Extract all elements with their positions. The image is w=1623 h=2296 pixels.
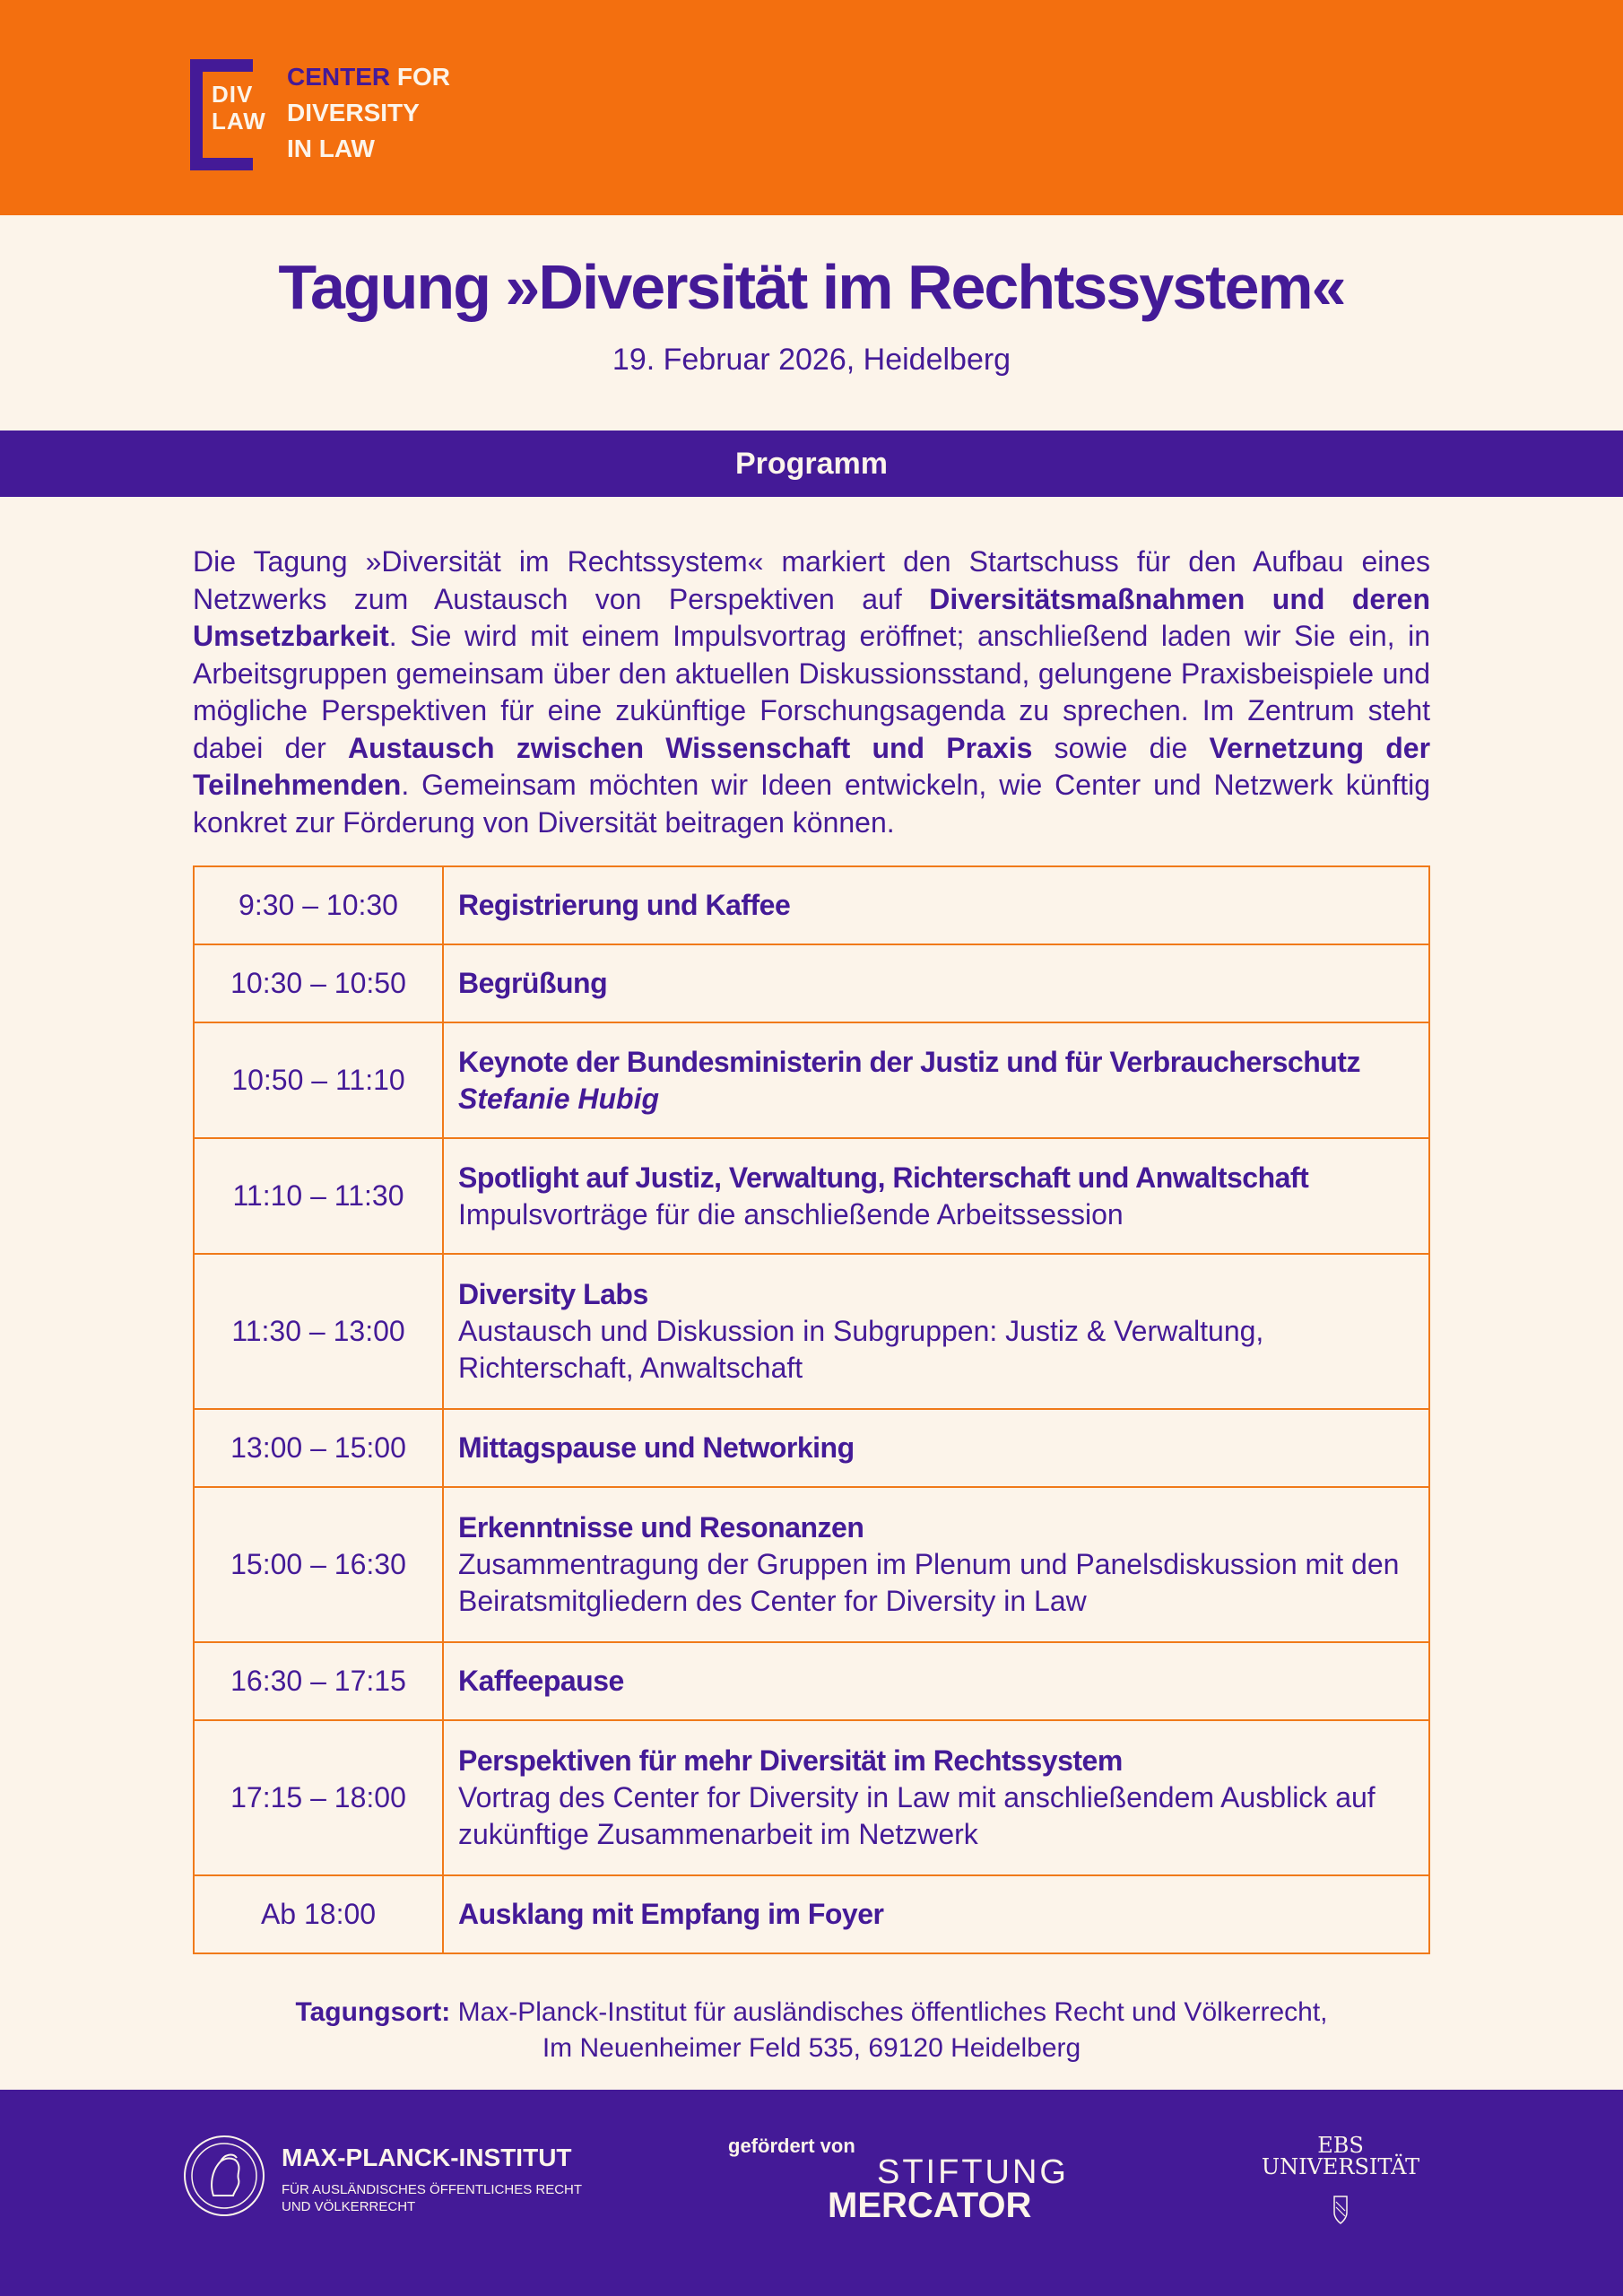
schedule-time: 11:30 – 13:00 <box>194 1254 443 1409</box>
schedule-time: 11:10 – 11:30 <box>194 1138 443 1254</box>
schedule-detail: Vortrag des Center for Diversity in Law mit anschließendem Ausblick auf zukünftige Zusammenarbeit im Netzwerk <box>458 1781 1376 1850</box>
schedule-row <box>194 1487 1429 1642</box>
schedule-row <box>194 1254 1429 1409</box>
schedule-title: Perspektiven für mehr Diversität im Rechtssystem <box>458 1744 1123 1777</box>
schedule-title: Registrierung und Kaffee <box>458 889 791 921</box>
venue-info <box>0 1995 1623 2066</box>
intro-bold-2: Austausch zwischen Wissenschaft und Praxis <box>347 731 1033 764</box>
intro-paragraph <box>193 544 1430 841</box>
schedule-desc <box>443 1138 1429 1254</box>
logo-mark-line2: LAW <box>212 108 266 135</box>
ebs-line1: EBS <box>1317 2133 1364 2158</box>
venue-label: Tagungsort: <box>295 1997 451 2027</box>
schedule-row <box>194 1138 1429 1254</box>
schedule-title: Spotlight auf Justiz, Verwaltung, Richterschaft und Anwaltschaft <box>458 1161 1309 1194</box>
schedule-time: 10:30 – 10:50 <box>194 944 443 1022</box>
footer-banner <box>0 2090 1623 2296</box>
section-header-programm: Programm <box>0 430 1623 497</box>
intro-bold-3: Vernetzung der Teilnehmenden <box>193 731 1431 801</box>
schedule-title: Begrüßung <box>458 967 608 999</box>
schedule-desc <box>443 1409 1429 1487</box>
schedule-desc <box>443 1875 1429 1953</box>
ebs-logo <box>1246 2135 1435 2178</box>
schedule-detail: Zusammentragung der Gruppen im Plenum und Panelsdiskussion mit den Beiratsmitgliedern des Center for Diversity in Law <box>458 1548 1400 1617</box>
schedule-title: Erkenntnisse und Resonanzen <box>458 1511 864 1544</box>
logo-text <box>287 59 450 167</box>
logo-mark-line1: DIV <box>212 81 254 108</box>
intro-text-3: sowie die <box>1032 731 1210 764</box>
funded-by-label: gefördert von <box>728 2135 855 2157</box>
schedule-title: Kaffeepause <box>458 1665 624 1697</box>
schedule-row <box>194 1875 1429 1953</box>
intro-text-1: Die Tagung »Diversität im Rechtssystem« markiert den Startschuss für den Aufbau eines Netzwerks zum Austausch von Perspektiven auf <box>193 545 1430 615</box>
schedule-time: 17:15 – 18:00 <box>194 1720 443 1875</box>
schedule-time: 16:30 – 17:15 <box>194 1642 443 1720</box>
center-logo <box>190 59 486 160</box>
schedule-time: 9:30 – 10:30 <box>194 866 443 944</box>
mpi-subtitle-line2: UND VÖLKERRECHT <box>282 2199 416 2214</box>
schedule-title: Diversity Labs <box>458 1278 648 1310</box>
schedule-detail: Austausch und Diskussion in Subgruppen: Justiz & Verwaltung, Richterschaft, Anwaltschaft <box>458 1315 1264 1384</box>
schedule-detail: Impulsvorträge für die anschließende Arbeitssession <box>458 1197 1124 1231</box>
schedule-row <box>194 866 1429 944</box>
schedule-time: 10:50 – 11:10 <box>194 1022 443 1138</box>
mercator-text: MERCATOR <box>828 2186 1032 2225</box>
schedule-title: Keynote der Bundesministerin der Justiz und für Verbraucherschutz <box>458 1045 1360 1078</box>
stiftung-text: STIFTUNG <box>877 2153 1069 2191</box>
logo-text-center: CENTER <box>287 63 391 91</box>
schedule-row <box>194 1642 1429 1720</box>
schedule-title: Ausklang mit Empfang im Foyer <box>458 1898 884 1930</box>
event-date: 19. Februar 2026, Heidelberg <box>612 343 1011 377</box>
schedule-row <box>194 1720 1429 1875</box>
venue-line1: Max-Planck-Institut für ausländisches öffentliches Recht und Völkerrecht, <box>457 1997 1328 2027</box>
intro-bold-1: Diversitätsmaßnahmen und deren Umsetzbarkeit <box>193 582 1430 652</box>
page-title: Tagung »Diversität im Rechtssystem« <box>278 252 1345 322</box>
venue-line2: Im Neuenheimer Feld 535, 69120 Heidelberg <box>542 2033 1081 2063</box>
logo-text-for: FOR <box>396 63 451 91</box>
ebs-crest-icon <box>1330 2195 1351 2225</box>
schedule-desc <box>443 866 1429 944</box>
logo-mark <box>212 81 265 135</box>
intro-text-2: . Sie wird mit einem Impulsvortrag eröffnet; anschließend laden wir Sie ein, in Arbeitsgruppen gemeinsam über den aktuellen Diskussionsstand, gelungene Praxisbeispiele und mögliche Perspektiven für eine zukünftige Forschungsagenda zu sprechen. Im Zentrum steht dabei der <box>193 620 1430 764</box>
schedule-time: 15:00 – 16:30 <box>194 1487 443 1642</box>
schedule-time: 13:00 – 15:00 <box>194 1409 443 1487</box>
schedule-desc <box>443 1642 1429 1720</box>
schedule-row <box>194 1022 1429 1138</box>
schedule-speaker: Stefanie Hubig <box>458 1082 660 1115</box>
logo-text-diversity: DIVERSITY <box>287 99 420 126</box>
schedule-desc <box>443 1254 1429 1409</box>
schedule-row <box>194 1409 1429 1487</box>
schedule-row <box>194 944 1429 1022</box>
logo-text-in-law: IN LAW <box>287 135 375 162</box>
mpi-subtitle <box>282 2181 582 2215</box>
mpi-subtitle-line1: FÜR AUSLÄNDISCHES ÖFFENTLICHES RECHT <box>282 2182 583 2197</box>
minerva-seal-icon <box>183 2135 265 2217</box>
schedule-time: Ab 18:00 <box>194 1875 443 1953</box>
intro-text-4: . Gemeinsam möchten wir Ideen entwickeln, wie Center und Netzwerk künftig konkret zur Förderung von Diversität beitragen können. <box>193 769 1430 839</box>
schedule-desc <box>443 1487 1429 1642</box>
schedule-desc <box>443 1022 1429 1138</box>
mpi-name: MAX-PLANCK-INSTITUT <box>282 2144 572 2171</box>
header-banner <box>0 0 1623 215</box>
schedule-title: Mittagspause und Networking <box>458 1431 855 1464</box>
schedule-desc <box>443 944 1429 1022</box>
ebs-line2: UNIVERSITÄT <box>1261 2154 1420 2179</box>
schedule-desc <box>443 1720 1429 1875</box>
schedule-table <box>193 865 1430 1954</box>
